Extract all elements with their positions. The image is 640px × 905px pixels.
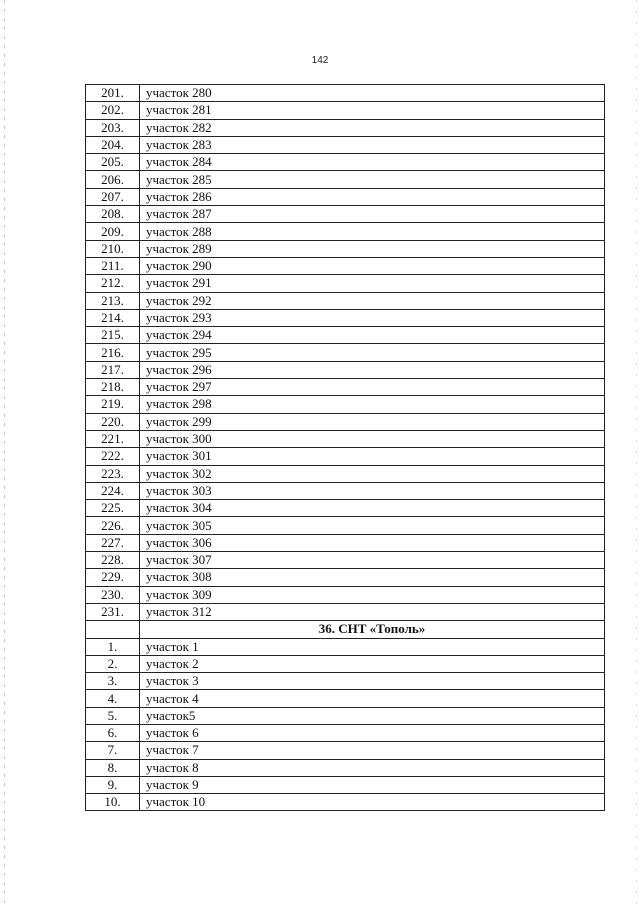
table-row <box>86 552 605 569</box>
table-row <box>86 569 605 586</box>
plots-table <box>85 84 605 811</box>
row-number: 3. <box>86 673 140 690</box>
row-number: 209. <box>86 223 140 240</box>
table-row <box>86 776 605 793</box>
table-row <box>86 586 605 603</box>
plot-name: участок 3 <box>140 673 605 690</box>
table-row <box>86 482 605 499</box>
row-number: 206. <box>86 171 140 188</box>
plot-name: участок 302 <box>140 465 605 482</box>
row-number: 227. <box>86 534 140 551</box>
row-number: 7. <box>86 742 140 759</box>
table-row <box>86 309 605 326</box>
table-row <box>86 379 605 396</box>
table-row <box>86 240 605 257</box>
row-number: 225. <box>86 500 140 517</box>
table-row <box>86 430 605 447</box>
row-number: 218. <box>86 379 140 396</box>
row-number: 222. <box>86 448 140 465</box>
row-number: 1. <box>86 638 140 655</box>
table-row <box>86 292 605 309</box>
plot-name: участок 296 <box>140 361 605 378</box>
plot-name: участок 283 <box>140 136 605 153</box>
row-number: 210. <box>86 240 140 257</box>
table-row <box>86 171 605 188</box>
row-number: 211. <box>86 257 140 274</box>
table-row <box>86 154 605 171</box>
plot-name: участок 309 <box>140 586 605 603</box>
table-row <box>86 517 605 534</box>
plot-name: участок 287 <box>140 206 605 223</box>
row-number: 4. <box>86 690 140 707</box>
plot-name: участок 280 <box>140 85 605 102</box>
row-number: 221. <box>86 430 140 447</box>
plot-name: участок 290 <box>140 257 605 274</box>
table-row <box>86 673 605 690</box>
row-number: 228. <box>86 552 140 569</box>
table-row <box>86 136 605 153</box>
table-row <box>86 188 605 205</box>
row-number: 213. <box>86 292 140 309</box>
row-number: 9. <box>86 776 140 793</box>
row-number: 5. <box>86 707 140 724</box>
plot-name: участок 307 <box>140 552 605 569</box>
row-number: 223. <box>86 465 140 482</box>
plot-name: участок 1 <box>140 638 605 655</box>
plot-name: участок 284 <box>140 154 605 171</box>
table-row <box>86 85 605 102</box>
table-row <box>86 223 605 240</box>
row-number: 207. <box>86 188 140 205</box>
plot-name: участок 9 <box>140 776 605 793</box>
row-number: 226. <box>86 517 140 534</box>
table-row <box>86 724 605 741</box>
plot-name: участок 305 <box>140 517 605 534</box>
row-number: 220. <box>86 413 140 430</box>
row-number: 202. <box>86 102 140 119</box>
row-number: 2. <box>86 655 140 672</box>
page-number: 142 <box>311 55 329 66</box>
row-number: 224. <box>86 482 140 499</box>
row-number: 215. <box>86 327 140 344</box>
plot-name: участок 4 <box>140 690 605 707</box>
section-plots-body <box>86 638 605 811</box>
row-number: 216. <box>86 344 140 361</box>
table-row <box>86 206 605 223</box>
row-number: 8. <box>86 759 140 776</box>
row-number: 204. <box>86 136 140 153</box>
table-row <box>86 655 605 672</box>
table-row <box>86 690 605 707</box>
table-row <box>86 534 605 551</box>
plot-name: участок5 <box>140 707 605 724</box>
table-row <box>86 603 605 620</box>
row-number: 230. <box>86 586 140 603</box>
plot-name: участок 308 <box>140 569 605 586</box>
table-row <box>86 759 605 776</box>
row-number: 214. <box>86 309 140 326</box>
row-number: 208. <box>86 206 140 223</box>
row-number: 203. <box>86 119 140 136</box>
plot-name: участок 297 <box>140 379 605 396</box>
plot-name: участок 291 <box>140 275 605 292</box>
table-row <box>86 794 605 811</box>
table-row <box>86 344 605 361</box>
plot-name: участок 300 <box>140 430 605 447</box>
plot-name: участок 299 <box>140 413 605 430</box>
table-row <box>86 707 605 724</box>
row-number: 212. <box>86 275 140 292</box>
scan-edge-right <box>636 0 637 905</box>
plot-name: участок 303 <box>140 482 605 499</box>
plot-name: участок 281 <box>140 102 605 119</box>
row-number: 10. <box>86 794 140 811</box>
scan-edge-left <box>4 0 5 905</box>
plot-name: участок 295 <box>140 344 605 361</box>
plot-name: участок 304 <box>140 500 605 517</box>
row-number: 229. <box>86 569 140 586</box>
table-row <box>86 742 605 759</box>
plot-name: участок 289 <box>140 240 605 257</box>
row-number: 217. <box>86 361 140 378</box>
table-row <box>86 361 605 378</box>
section-header-group <box>86 621 605 638</box>
section-header-row <box>86 621 605 638</box>
plot-name: участок 312 <box>140 603 605 620</box>
plot-name: участок 294 <box>140 327 605 344</box>
table-row <box>86 465 605 482</box>
plot-name: участок 282 <box>140 119 605 136</box>
plot-name: участок 293 <box>140 309 605 326</box>
plot-name: участок 7 <box>140 742 605 759</box>
row-number: 6. <box>86 724 140 741</box>
plot-name: участок 6 <box>140 724 605 741</box>
plot-name: участок 285 <box>140 171 605 188</box>
plot-name: участок 306 <box>140 534 605 551</box>
table-row <box>86 102 605 119</box>
plot-name: участок 298 <box>140 396 605 413</box>
plot-name: участок 286 <box>140 188 605 205</box>
plot-name: участок 301 <box>140 448 605 465</box>
table-row <box>86 257 605 274</box>
row-number: 231. <box>86 603 140 620</box>
row-number: 201. <box>86 85 140 102</box>
section-title: 36. СНТ «Тополь» <box>140 621 605 638</box>
table-row <box>86 275 605 292</box>
table-row <box>86 396 605 413</box>
plot-name: участок 292 <box>140 292 605 309</box>
plot-name: участок 10 <box>140 794 605 811</box>
table-row <box>86 638 605 655</box>
table-row <box>86 448 605 465</box>
plot-name: участок 2 <box>140 655 605 672</box>
plot-name: участок 8 <box>140 759 605 776</box>
table-row <box>86 413 605 430</box>
row-number: 219. <box>86 396 140 413</box>
plots-table-body <box>86 85 605 621</box>
section-number-cell <box>86 621 140 638</box>
row-number: 205. <box>86 154 140 171</box>
table-row <box>86 327 605 344</box>
table-row <box>86 119 605 136</box>
table-row <box>86 500 605 517</box>
plot-name: участок 288 <box>140 223 605 240</box>
